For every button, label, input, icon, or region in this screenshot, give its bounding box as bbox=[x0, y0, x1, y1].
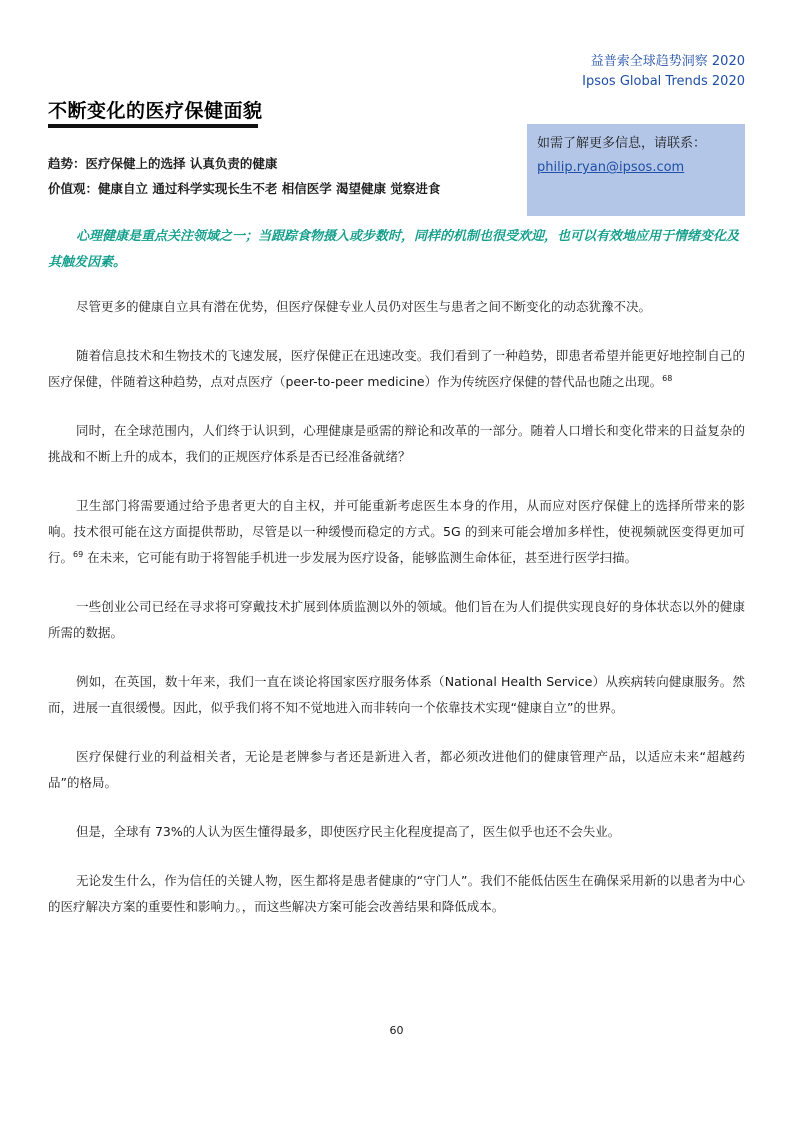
values-line: 价值观：健康自立 通过科学实现长生不老 相信医学 渴望健康 觉察进食 bbox=[48, 181, 441, 196]
footnote-ref[interactable]: 68 bbox=[662, 373, 673, 383]
paragraph: 但是，全球有 73%的人认为医生懂得最多，即使医疗民主化程度提高了，医生似乎也还不会失业。 bbox=[76, 824, 621, 839]
paragraph: 卫生部门将需要通过给予患者更大的自主权，并可能重新考虑医生本身的作用，从而应对医疗保健上的选择所带来的影响。技术很可能在这方面提供帮助，尽管是以一种缓慢而稳定的方式。5G 的到来可能会增加多样性，使视频就医变得更加可行。$^{69}$ 在未来，它可能有助于将智能手机进一步发展为医疗设备，能够监测生命体征，甚至进行医学扫描。 bbox=[48, 498, 745, 565]
brand-title-en: Ipsos Global Trends 2020 bbox=[582, 74, 745, 89]
page-number: 60 bbox=[389, 1024, 404, 1037]
page-title: 不断变化的医疗保健面貌 bbox=[48, 100, 263, 122]
highlight-quote: 心理健康是重点关注领域之一；当跟踪食物摄入或步数时，同样的机制也很受欢迎，也可以有效地应用于情绪变化及其触发因素。 bbox=[48, 229, 740, 270]
trend-line: 趋势：医疗保健上的选择 认真负责的健康 bbox=[48, 156, 278, 171]
contact-label: 如需了解更多信息，请联系： bbox=[537, 136, 707, 151]
paragraph: 一些创业公司已经在寻求将可穿戴技术扩展到体质监测以外的领域。他们旨在为人们提供实现良好的身体状态以外的健康所需的数据。 bbox=[48, 599, 745, 640]
contact-email-link[interactable]: philip.ryan@ipsos.com bbox=[537, 160, 685, 175]
paragraph: 同时，在全球范围内，人们终于认识到，心理健康是亟需的辩论和改革的一部分。随着人口增长和变化带来的日益复杂的挑战和不断上升的成本，我们的正规医疗体系是否已经准备就绪？ bbox=[48, 423, 745, 464]
contact-box bbox=[527, 124, 745, 216]
paragraph: 尽管更多的健康自立具有潜在优势，但医疗保健专业人员仍对医生与患者之间不断变化的动态犹豫不决。 bbox=[76, 299, 652, 314]
title-underline-rule bbox=[48, 124, 258, 128]
trend-meta bbox=[48, 151, 440, 201]
brand-title-cn: 益普索全球趋势洞察 2020 bbox=[590, 54, 745, 69]
footnote-ref[interactable]: 69 bbox=[73, 549, 84, 559]
report-brand-header bbox=[582, 52, 745, 92]
paragraph: 例如，在英国，数十年来，我们一直在谈论将国家医疗服务体系（National Health Service）从疾病转向健康服务。然而，进展一直很缓慢。因此，似乎我们将不知不觉地进入而非转向一个依靠技术实现“健康自立”的世界。 bbox=[48, 674, 745, 715]
body-text bbox=[48, 294, 745, 943]
paragraph: 随着信息技术和生物技术的飞速发展，医疗保健正在迅速改变。我们看到了一种趋势，即患者希望并能更好地控制自己的医疗保健，伴随着这种趋势，点对点医疗（peer-to-peer medicine）作为传统医疗保健的替代品也随之出现。$^{68}$ bbox=[48, 348, 745, 389]
paragraph: 医疗保健行业的利益相关者，无论是老牌参与者还是新进入者，都必须改进他们的健康管理产品，以适应未来“超越药品”的格局。 bbox=[48, 749, 745, 790]
paragraph: 无论发生什么，作为信任的关键人物，医生都将是患者健康的“守门人”。我们不能低估医生在确保采用新的以患者为中心的医疗解决方案的重要性和影响力。，而这些解决方案可能会改善结果和降低成本。 bbox=[48, 873, 745, 914]
